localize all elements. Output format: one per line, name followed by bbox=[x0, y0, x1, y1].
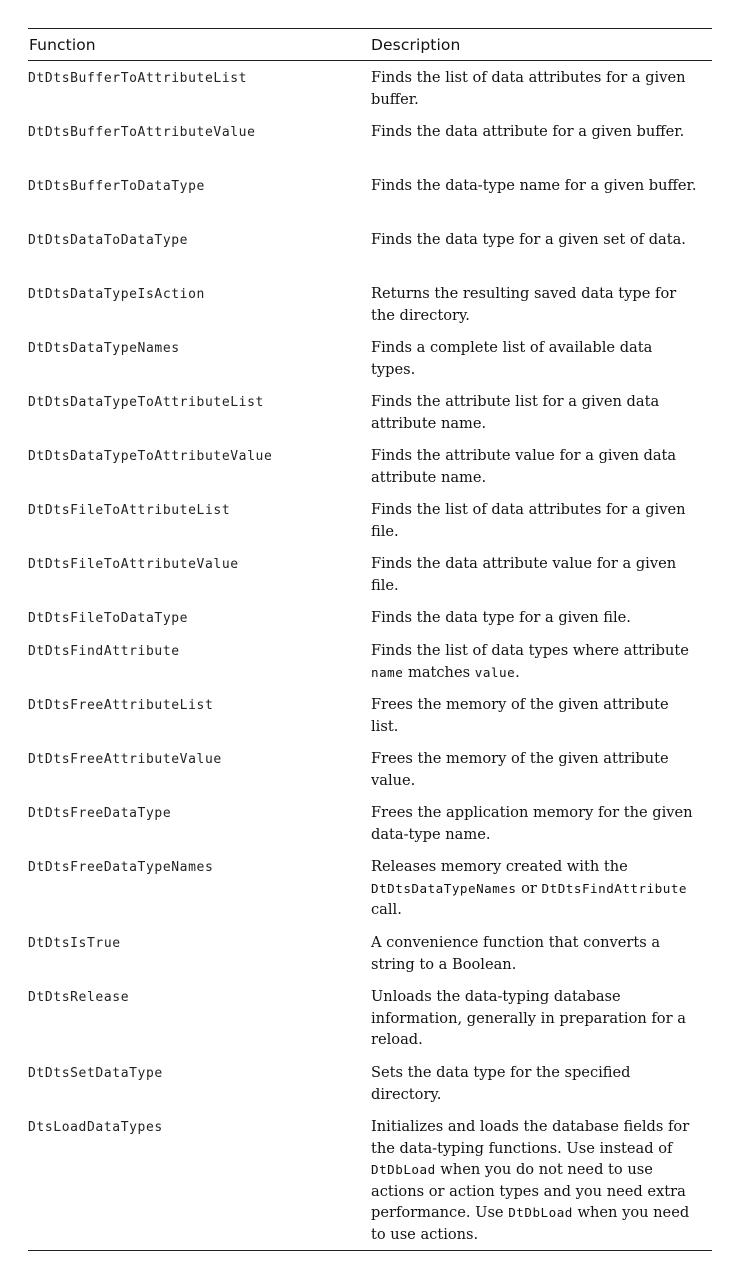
function-description bbox=[371, 385, 697, 434]
function-name: DtDtsSetDataType bbox=[28, 1066, 163, 1081]
table-row bbox=[28, 926, 712, 980]
table-body bbox=[28, 61, 712, 1250]
description-text: Finds the data attribute value for a given file. bbox=[371, 555, 677, 594]
table-row bbox=[28, 688, 712, 742]
function-description bbox=[371, 439, 697, 488]
function-description bbox=[371, 980, 697, 1051]
function-name: DtDtsFindAttribute bbox=[28, 644, 180, 659]
table-row bbox=[28, 980, 712, 1056]
table-row bbox=[28, 439, 712, 493]
table-row bbox=[28, 850, 712, 926]
description-text: Finds the list of data types where attribute bbox=[371, 642, 689, 659]
table-row bbox=[28, 493, 712, 547]
function-name: DtDtsDataTypeToAttributeList bbox=[28, 395, 264, 410]
function-name: DtDtsFreeDataTypeNames bbox=[28, 860, 214, 875]
description-text: matches bbox=[403, 663, 475, 681]
table-row bbox=[28, 547, 712, 601]
table-row bbox=[28, 601, 712, 634]
description-text: Finds the data-type name for a given buffer. bbox=[371, 177, 697, 194]
function-description bbox=[371, 277, 697, 326]
description-text: Returns the resulting saved data type for the directory. bbox=[371, 285, 677, 324]
function-name: DtsLoadDataTypes bbox=[28, 1120, 163, 1135]
description-text: Finds the attribute value for a given data attribute name. bbox=[371, 447, 677, 486]
header-description: Description bbox=[371, 35, 461, 54]
table-bottom-rule bbox=[28, 1250, 712, 1251]
table-row bbox=[28, 1056, 712, 1110]
description-text: when you do not need to use actions or action types and you need extra performance. Use bbox=[371, 1161, 686, 1221]
description-text: Finds the attribute list for a given data attribute name. bbox=[371, 393, 660, 432]
table-header bbox=[28, 29, 712, 61]
function-table bbox=[28, 28, 712, 1251]
inline-code: name bbox=[371, 664, 404, 680]
inline-code: DtDbLoad bbox=[371, 1162, 436, 1177]
description-text: call. bbox=[371, 901, 402, 918]
function-name: DtDtsDataTypeToAttributeValue bbox=[28, 449, 273, 464]
table-row bbox=[28, 796, 712, 850]
function-description bbox=[371, 742, 697, 791]
function-name: DtDtsBufferToDataType bbox=[28, 179, 205, 194]
function-name: DtDtsFileToAttributeValue bbox=[28, 557, 239, 572]
description-text: Frees the memory of the given attribute value. bbox=[371, 750, 669, 789]
function-name: DtDtsIsTrue bbox=[28, 936, 121, 951]
function-description bbox=[371, 169, 697, 197]
table-row bbox=[28, 115, 712, 169]
inline-code: DtDtsDataTypeNames bbox=[371, 880, 517, 896]
table-row bbox=[28, 223, 712, 277]
table-row bbox=[28, 634, 712, 688]
description-text: Unloads the data-typing database information, generally in preparation for a reload. bbox=[371, 988, 686, 1048]
description-text: Finds the data type for a given set of data. bbox=[371, 231, 686, 248]
function-name: DtDtsDataTypeNames bbox=[28, 341, 180, 356]
function-name: DtDtsFreeDataType bbox=[28, 806, 172, 821]
table-row bbox=[28, 1110, 712, 1250]
description-text: Releases memory created with the bbox=[371, 858, 628, 875]
function-description bbox=[371, 796, 697, 845]
function-name: DtDtsBufferToAttributeList bbox=[28, 71, 248, 86]
function-description bbox=[371, 601, 697, 629]
description-text: Initializes and loads the database fields for the data-typing functions. Use instead of bbox=[371, 1118, 690, 1157]
description-text: Finds the list of data attributes for a given file. bbox=[371, 501, 686, 540]
description-text: A convenience function that converts a string to a Boolean. bbox=[371, 934, 661, 973]
function-name: DtDtsDataToDataType bbox=[28, 233, 189, 248]
header-function: Function bbox=[29, 35, 96, 54]
inline-code: DtDbLoad bbox=[508, 1205, 573, 1220]
description-text: Finds the list of data attributes for a given buffer. bbox=[371, 69, 686, 108]
description-text: Finds the data type for a given file. bbox=[371, 609, 631, 626]
function-description bbox=[371, 688, 697, 737]
function-description bbox=[371, 547, 697, 596]
function-description bbox=[371, 223, 697, 251]
description-text: when you need to use actions. bbox=[371, 1204, 690, 1243]
function-description bbox=[371, 61, 697, 110]
function-description bbox=[371, 115, 697, 143]
description-text: or bbox=[516, 879, 542, 897]
function-description bbox=[371, 331, 697, 380]
function-name: DtDtsFileToAttributeList bbox=[28, 503, 231, 518]
function-description bbox=[371, 493, 697, 542]
table-row bbox=[28, 61, 712, 115]
table-row bbox=[28, 385, 712, 439]
function-name: DtDtsRelease bbox=[28, 990, 130, 1005]
description-text: Frees the application memory for the given data-type name. bbox=[371, 804, 693, 843]
function-name: DtDtsFreeAttributeValue bbox=[28, 752, 222, 767]
function-description bbox=[371, 1110, 697, 1245]
description-text: Sets the data type for the specified directory. bbox=[371, 1064, 631, 1103]
function-description bbox=[371, 850, 697, 921]
function-description bbox=[371, 926, 697, 975]
function-name: DtDtsFreeAttributeList bbox=[28, 698, 214, 713]
function-description bbox=[371, 1056, 697, 1105]
description-text: . bbox=[515, 663, 520, 681]
table-row bbox=[28, 169, 712, 223]
table-row bbox=[28, 277, 712, 331]
table-row bbox=[28, 742, 712, 796]
function-name: DtDtsDataTypeIsAction bbox=[28, 287, 205, 302]
description-text: Finds the data attribute for a given buffer. bbox=[371, 123, 685, 140]
inline-code: value bbox=[474, 664, 516, 680]
function-description bbox=[371, 634, 697, 683]
description-text: Frees the memory of the given attribute list. bbox=[371, 696, 669, 735]
description-text: Finds a complete list of available data types. bbox=[371, 339, 653, 378]
function-name: DtDtsFileToDataType bbox=[28, 611, 189, 626]
inline-code: DtDtsFindAttribute bbox=[541, 880, 688, 896]
table-row bbox=[28, 331, 712, 385]
function-name: DtDtsBufferToAttributeValue bbox=[28, 125, 256, 140]
